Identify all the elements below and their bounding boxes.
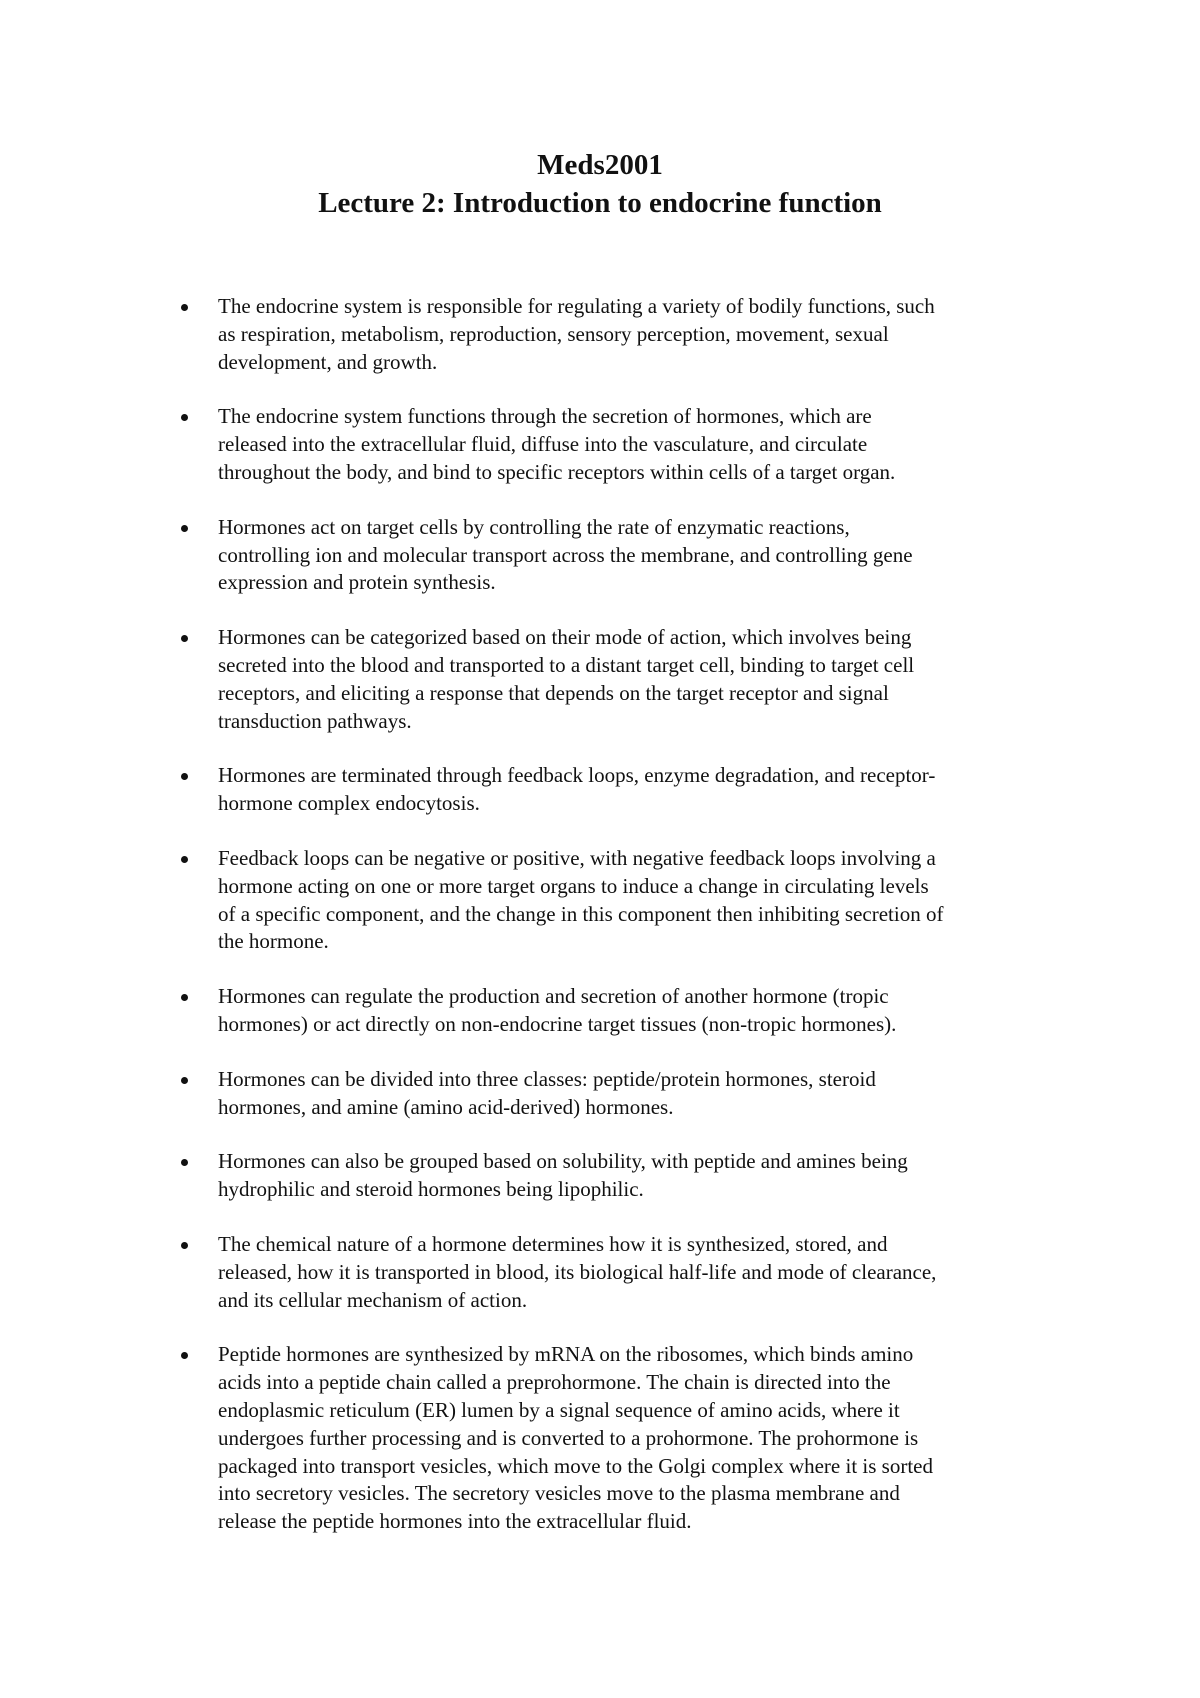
bullet-text-line: secreted into the blood and transported to a distant target cell, binding to target cell (218, 652, 915, 677)
bullet-text-line: released, how it is transported in blood, its biological half-life and mode of clearance, (218, 1259, 937, 1284)
bullet-text-line: Peptide hormones are synthesized by mRNA on the ribosomes, which binds amino (218, 1342, 914, 1367)
bullet-text-line: into secretory vesicles. The secretory vesicles move to the plasma membrane and (218, 1481, 900, 1506)
bullet-text-line: Feedback loops can be negative or positive, with negative feedback loops involving a (218, 845, 936, 870)
bullet-text-line: transduction pathways. (218, 708, 412, 733)
bullet-item (178, 1231, 1068, 1314)
bullet-list (178, 293, 1068, 1563)
title-block (0, 146, 1200, 222)
bullet-dot-icon (181, 1077, 188, 1084)
bullet-text-line: the hormone. (218, 929, 329, 954)
bullet-text-line: The endocrine system functions through the secretion of hormones, which are (218, 404, 872, 429)
document-title: Meds2001 (537, 149, 663, 181)
bullet-item (178, 624, 1068, 735)
bullet-text-line: Hormones can regulate the production and secretion of another hormone (tropic (218, 984, 889, 1009)
bullet-text-line: expression and protein synthesis. (218, 570, 496, 595)
bullet-text-line: endoplasmic reticulum (ER) lumen by a signal sequence of amino acids, where it (218, 1397, 900, 1422)
bullet-text-line: hormones) or act directly on non-endocrine target tissues (non-tropic hormones). (218, 1011, 897, 1036)
bullet-dot-icon (181, 414, 188, 421)
bullet-item (178, 403, 1068, 486)
document-subtitle: Lecture 2: Introduction to endocrine function (318, 187, 882, 219)
bullet-item (178, 983, 1068, 1039)
bullet-item (178, 762, 1068, 818)
bullet-item (178, 514, 1068, 597)
bullet-text-line: Hormones act on target cells by controlling the rate of enzymatic reactions, (218, 514, 850, 539)
bullet-dot-icon (181, 635, 188, 642)
bullet-text-line: and its cellular mechanism of action. (218, 1287, 528, 1312)
bullet-dot-icon (181, 1242, 188, 1249)
bullet-text-line: hormone complex endocytosis. (218, 791, 480, 816)
bullet-text-line: Hormones can also be grouped based on solubility, with peptide and amines being (218, 1149, 908, 1174)
bullet-text-line: receptors, and eliciting a response that depends on the target receptor and signal (218, 680, 889, 705)
bullet-item (178, 293, 1068, 376)
bullet-text-line: hormones, and amine (amino acid-derived) hormones. (218, 1094, 674, 1119)
bullet-dot-icon (181, 1352, 188, 1359)
bullet-item (178, 1148, 1068, 1204)
bullet-text-line: released into the extracellular fluid, diffuse into the vasculature, and circulate (218, 432, 868, 457)
bullet-text-line: The chemical nature of a hormone determines how it is synthesized, stored, and (218, 1231, 888, 1256)
bullet-text-line: development, and growth. (218, 349, 438, 374)
bullet-text-line: Hormones can be divided into three classes: peptide/protein hormones, steroid (218, 1066, 876, 1091)
bullet-dot-icon (181, 304, 188, 311)
bullet-text-line: release the peptide hormones into the extracellular fluid. (218, 1509, 692, 1534)
bullet-dot-icon (181, 856, 188, 863)
bullet-text-line: hydrophilic and steroid hormones being lipophilic. (218, 1177, 644, 1202)
bullet-text-line: throughout the body, and bind to specific receptors within cells of a target organ. (218, 459, 896, 484)
bullet-text-line: controlling ion and molecular transport across the membrane, and controlling gene (218, 542, 913, 567)
bullet-item (178, 845, 1068, 956)
bullet-text-line: Hormones are terminated through feedback loops, enzyme degradation, and receptor- (218, 763, 936, 788)
bullet-text-line: acids into a peptide chain called a preprohormone. The chain is directed into the (218, 1370, 891, 1395)
bullet-text-line: hormone acting on one or more target organs to induce a change in circulating levels (218, 873, 929, 898)
bullet-text-line: as respiration, metabolism, reproduction, sensory perception, movement, sexual (218, 321, 889, 346)
bullet-dot-icon (181, 525, 188, 532)
bullet-text-line: Hormones can be categorized based on their mode of action, which involves being (218, 625, 912, 650)
bullet-item (178, 1066, 1068, 1122)
bullet-dot-icon (181, 994, 188, 1001)
bullet-text-line: of a specific component, and the change in this component then inhibiting secretion of (218, 901, 944, 926)
bullet-text-line: undergoes further processing and is converted to a prohormone. The prohormone is (218, 1425, 919, 1450)
bullet-item (178, 1341, 1068, 1536)
bullet-text-line: The endocrine system is responsible for regulating a variety of bodily functions, such (218, 294, 935, 318)
bullet-dot-icon (181, 1159, 188, 1166)
bullet-text-line: packaged into transport vesicles, which move to the Golgi complex where it is sorted (218, 1453, 933, 1478)
bullet-dot-icon (181, 773, 188, 780)
